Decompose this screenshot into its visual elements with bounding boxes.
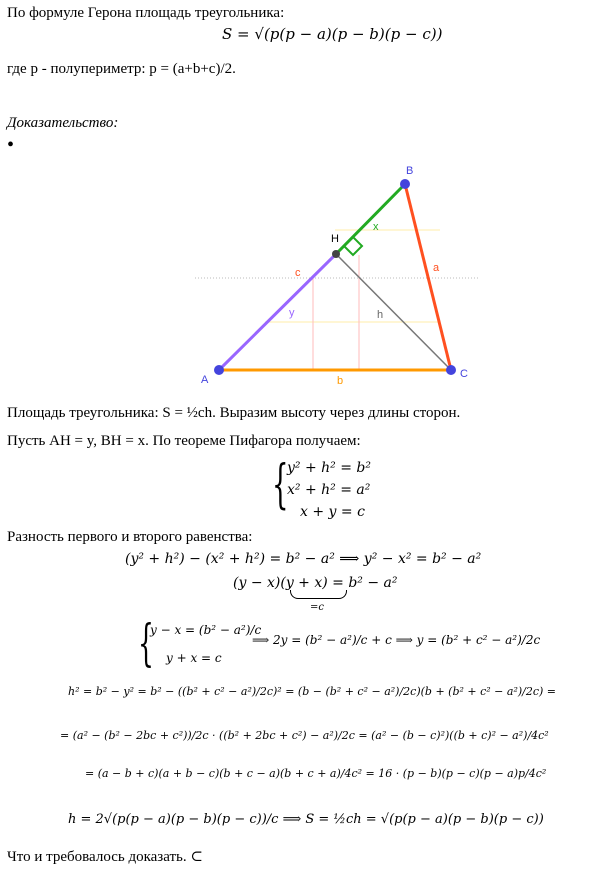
point-a: [214, 365, 224, 375]
eq-difference: (y² + h²) − (x² + h²) = b² − a² ⟹ y² − x² = b² − a²: [125, 551, 482, 567]
side-c-ah: [219, 254, 336, 370]
system2-eq-2: y + x = c: [166, 651, 222, 665]
label-h: h: [377, 309, 384, 321]
label-y: y: [289, 307, 295, 319]
pink-guides: [313, 255, 359, 370]
underbrace-note: =c: [310, 602, 324, 613]
difference-text: Разность первого и второго равенства:: [7, 529, 253, 545]
triangle-diagram: [195, 160, 485, 390]
label-a-point: A: [201, 374, 209, 386]
proof-heading: Доказательство:: [7, 115, 119, 131]
semiperimeter-line: где p - полупериметр: p = (a+b+c)/2.: [7, 61, 236, 77]
point-c: [446, 365, 456, 375]
label-side-c: c: [295, 267, 301, 279]
right-angle-mark: [344, 237, 362, 255]
system-eq-1: y² + h² = b²: [287, 460, 371, 476]
let-text: Пусть AH = y, BH = x. По теореме Пифагора получаем:: [7, 433, 361, 449]
system2-brace: {: [138, 614, 154, 672]
side-a: [405, 184, 451, 370]
bullet: •: [7, 134, 15, 156]
label-x: x: [373, 221, 379, 233]
h-squared-line-3: = (a − b + c)(a + b − c)(b + c − a)(b + c + a)/4c² = 16 · (p − b)(p − c)(p − a)p/4c²: [85, 767, 547, 780]
label-side-a: a: [433, 262, 440, 274]
label-c-point: C: [460, 368, 468, 380]
label-b-point: B: [406, 165, 414, 177]
underbrace: [290, 590, 347, 599]
area-text: Площадь треугольника: S = ½ch. Выразим высоту через длины сторон.: [7, 405, 461, 421]
system-eq-2: x² + h² = a²: [287, 482, 371, 498]
final-formula: h = 2√(p(p − a)(p − b)(p − c))/c ⟹ S = ½ch = √(p(p − a)(p − b)(p − c)): [68, 812, 544, 827]
intro-line: По формуле Герона площадь треугольника:: [7, 5, 285, 21]
label-side-b: b: [337, 375, 344, 387]
system2-eq-1: y − x = (b² − a²)/c: [150, 623, 262, 637]
point-h: [332, 250, 340, 258]
conclusion: Что и требовалось доказать. ⊂: [7, 849, 203, 865]
system-brace: {: [272, 455, 289, 515]
system-eq-3: x + y = c: [300, 504, 365, 520]
label-h-point: H: [331, 233, 339, 245]
eq-factored: (y − x)(y + x) = b² − a²: [233, 575, 398, 591]
y-derivation: ⟹ 2y = (b² − a²)/c + c ⟹ y = (b² + c² − a²)/2c: [252, 633, 541, 647]
point-b: [400, 179, 410, 189]
h-squared-line-1: h² = b² − y² = b² − ((b² + c² − a²)/2c)² = (b − (b² + c² − a²)/2c)(b + (b² + c² − a²)/2c) =: [68, 685, 557, 698]
h-squared-line-2: = (a² − (b² − 2bc + c²))/2c · ((b² + 2bc + c²) − a²)/2c = (a² − (b − c)²)((b + c)² − a²)/4c²: [60, 729, 549, 742]
heron-formula: S = √(p(p − a)(p − b)(p − c)): [222, 25, 443, 43]
